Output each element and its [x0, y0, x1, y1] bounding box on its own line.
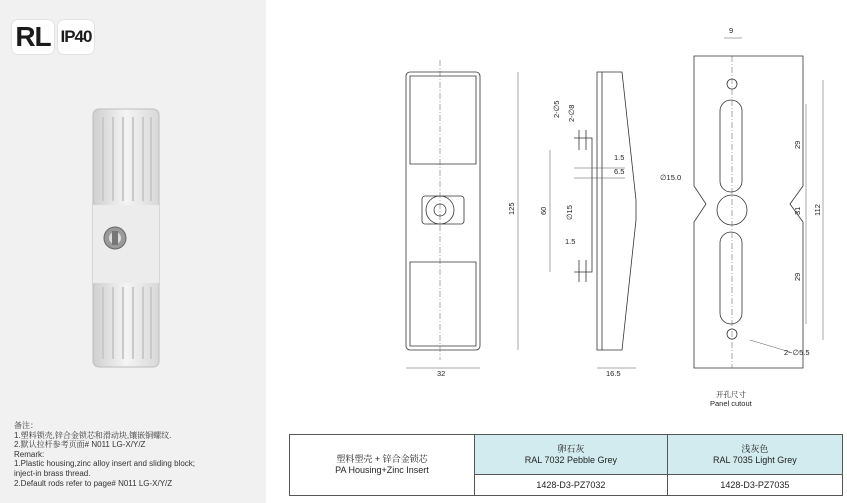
- product-photo: [85, 105, 165, 370]
- dim-cut-holes: 2−∅5.5: [784, 348, 810, 357]
- dim-cut-total: 112: [813, 204, 822, 216]
- dim-offset-1: 1.5: [614, 153, 625, 162]
- part-code-2: 1428-D3-PZ7035: [667, 475, 842, 496]
- color-1-en: RAL 7032 Pebble Grey: [524, 454, 618, 465]
- dim-height: 125: [507, 202, 516, 215]
- material-en: PA Housing+Zinc Insert: [335, 465, 429, 475]
- series-badge: RL: [12, 20, 54, 54]
- dim-dia-15: ∅15: [565, 205, 574, 220]
- dim-offset-2: 6.5: [614, 167, 625, 176]
- dim-depth: 16.5: [606, 369, 621, 378]
- dim-60: 60: [539, 206, 548, 215]
- dim-cut-top: 9: [729, 26, 734, 35]
- dim-offset-3: 1.5: [565, 237, 576, 246]
- remark-line: Remark:: [14, 449, 45, 459]
- dim-width: 32: [437, 369, 446, 378]
- technical-drawing: [266, 0, 847, 430]
- remark-line: inject-in brass thread.: [14, 468, 91, 478]
- product-sidebar: [0, 0, 266, 503]
- material-cell: [290, 435, 475, 496]
- dim-cut-b: 31: [793, 206, 802, 215]
- color-header-2: [667, 435, 842, 475]
- remark-line: 1.Plastic housing,zinc alloy insert and sliding block;: [14, 459, 195, 469]
- dim-cut-c: 29: [793, 272, 802, 281]
- color-header-1: [475, 435, 668, 475]
- remark-line: 2.Default rods refer to page# N011 LG-X/Y/Z: [14, 478, 173, 488]
- part-code-1: 1428-D3-PZ7032: [475, 475, 668, 496]
- ip-rating-badge: IP40: [58, 20, 94, 54]
- dim-cut-dia: ∅15.0: [660, 173, 682, 182]
- remark-line: 备注：: [14, 421, 38, 430]
- material-cn: 塑料塑壳 + 锌合金锁芯: [336, 454, 428, 464]
- cutout-label-en: Panel cutout: [710, 399, 752, 408]
- spec-table: [289, 434, 843, 496]
- dim-rod-hole-2: 2-∅8: [567, 104, 576, 122]
- remark-line: 1.塑料锁壳,锌合金锁芯和滑动块,镶嵌铜螺纹.: [14, 430, 172, 440]
- color-2-cn: 浅灰色: [741, 443, 769, 454]
- dim-rod-hole: 2-∅5: [552, 100, 561, 118]
- color-2-en: RAL 7035 Light Grey: [713, 454, 797, 465]
- remarks: [14, 421, 195, 488]
- dim-cut-a: 29: [793, 140, 802, 149]
- color-1-cn: 卵石灰: [557, 443, 585, 454]
- cutout-label-cn: 开孔尺寸: [716, 390, 746, 399]
- remark-line: 2.默认拉杆参考页面# N011 LG-X/Y/Z: [14, 440, 146, 450]
